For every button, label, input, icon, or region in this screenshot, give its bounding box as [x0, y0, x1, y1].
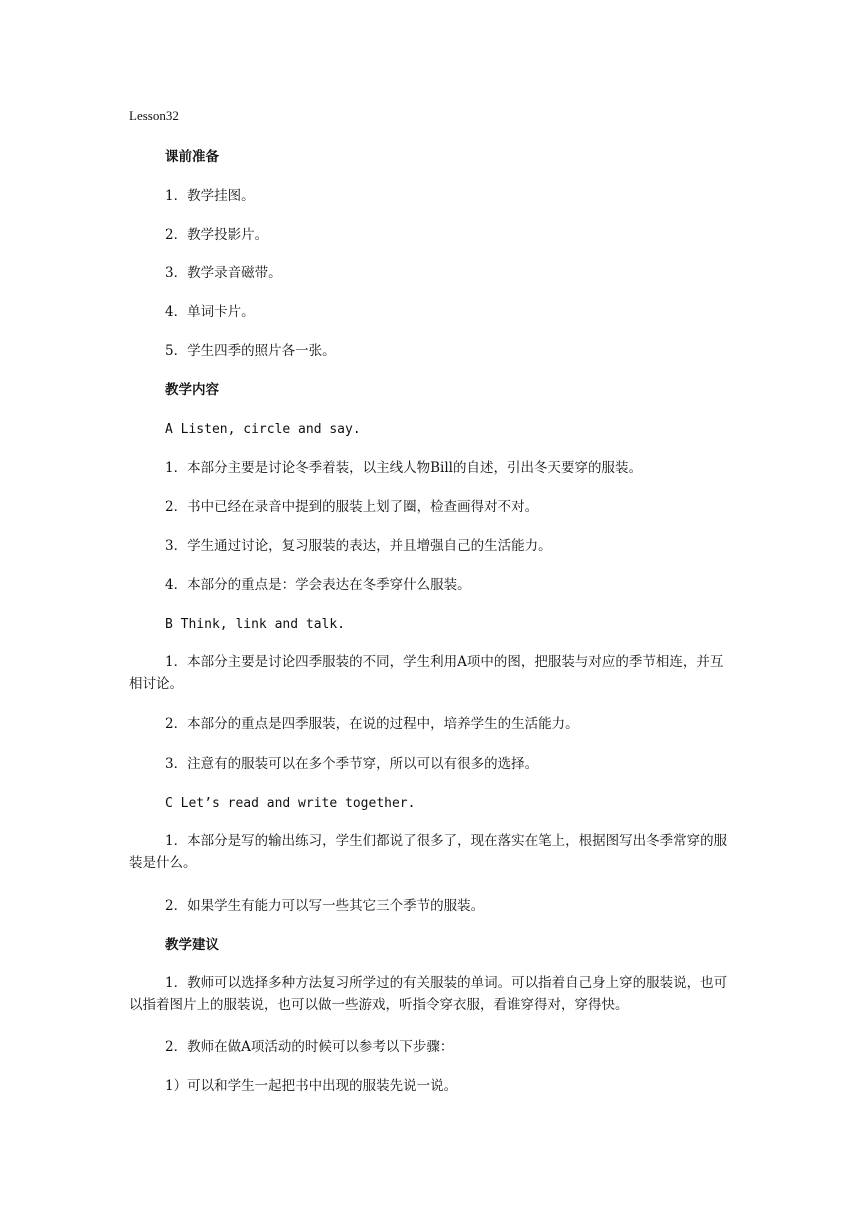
part-a-item-1: 1．本部分主要是讨论冬季着装，以主线人物Bill的自述，引出冬天要穿的服装。: [165, 460, 642, 476]
part-a-item-2: 2．书中已经在录音中提到的服装上划了圈，检查画得对不对。: [165, 499, 539, 515]
part-a-label: A Listen, circle and say.: [165, 422, 361, 437]
section-prep-heading: 课前准备: [165, 149, 219, 165]
part-c-item-2: 2．如果学生有能力可以写一些其它三个季节的服装。: [165, 898, 485, 914]
advice-item-2: 2．教师在做A项活动的时候可以参考以下步骤：: [165, 1039, 454, 1055]
advice-item-3: 1）可以和学生一起把书中出现的服装先说一说。: [165, 1078, 458, 1094]
lesson-title: Lesson32: [129, 108, 179, 123]
part-c-item-1: 1．本部分是写的输出练习，学生们都说了很多了，现在落实在笔上，根据图写出冬季常穿的服装是什么。: [129, 833, 728, 871]
part-b-item-3: 3．注意有的服装可以在多个季节穿，所以可以有很多的选择。: [165, 756, 539, 772]
part-c-label: C Let’s read and write together.: [165, 796, 416, 811]
part-b-item-1: 1．本部分主要是讨论四季服装的不同，学生利用A项中的图，把服装与对应的季节相连，并互相讨论。: [129, 654, 724, 692]
advice-item-1: 1．教师可以选择多种方法复习所学过的有关服装的单词。可以指着自己身上穿的服装说，也可以指着图片上的服装说，也可以做一些游戏，听指令穿衣服，看谁穿得对，穿得快。: [129, 975, 728, 1013]
prep-item-5: 5．学生四季的照片各一张。: [165, 343, 336, 359]
part-a-item-4: 4．本部分的重点是：学会表达在冬季穿什么服装。: [165, 577, 471, 593]
part-b-item-2: 2．本部分的重点是四季服装，在说的过程中，培养学生的生活能力。: [165, 716, 579, 732]
prep-item-3: 3．教学录音磁带。: [165, 265, 282, 281]
prep-item-4: 4．单词卡片。: [165, 304, 255, 320]
section-content-heading: 教学内容: [165, 382, 219, 398]
part-b-label: B Think, link and talk.: [165, 617, 346, 632]
section-advice-heading: 教学建议: [165, 937, 219, 953]
part-a-item-3: 3．学生通过讨论，复习服装的表达，并且增强自己的生活能力。: [165, 538, 552, 554]
prep-item-1: 1．教学挂图。: [165, 188, 255, 204]
prep-item-2: 2．教学投影片。: [165, 227, 269, 243]
